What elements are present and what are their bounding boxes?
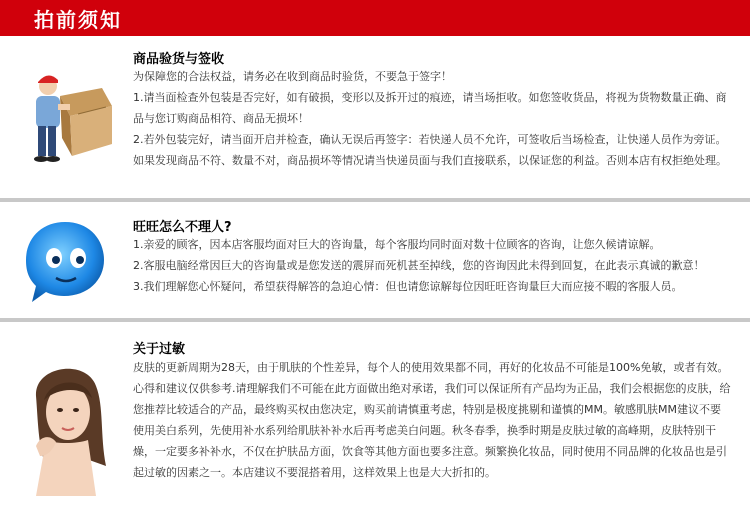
header-bar	[0, 0, 750, 36]
paragraph: 为保障您的合法权益，请务必在收到商品时验货，不要急于签字！	[133, 70, 452, 83]
section-title: 关于过敏	[133, 342, 186, 357]
paragraph: 2.若外包装完好，请当面开启并检查，确认无误后再签字：若快递人员不允许，可签收后当场检查，让快递人员作为旁证。如果发现商品不符、数量不对，商品损坏等情况请当快递员面与我们直接联系，以保证您的利益。否则本店有权拒绝处理。	[133, 133, 727, 167]
woman-portrait-icon	[16, 356, 114, 496]
section-allergy	[0, 326, 750, 529]
section-title: 商品验货与签收	[133, 52, 225, 67]
paragraph: 2.客服电脑经常因巨大的咨询量或是您发送的震屏而死机甚至掉线，您的咨询因此未得到回复，在此表示真诚的歉意！	[133, 259, 705, 272]
paragraph: 1.请当面检查外包装是否完好，如有破损，变形以及拆开过的痕迹，请当场拒收。如您签收货品，将视为货物数量正确、商品与您订购商品相符、商品无损坏！	[133, 91, 727, 125]
wangwang-chat-icon	[20, 214, 110, 308]
section-divider	[0, 318, 750, 322]
section-delivery	[0, 36, 750, 196]
section-text	[133, 66, 731, 171]
paragraph: 3.我们理解您心怀疑问，希望获得解答的急迫心情：但也请您谅解每位因旺旺咨询量巨大而应接不暇的客服人员。	[133, 280, 683, 293]
paragraph: 1.亲爱的顾客，因本店客服均面对巨大的咨询量，每个客服均同时面对数十位顾客的咨询，让您久候请谅解。	[133, 238, 661, 251]
section-text	[133, 357, 731, 483]
section-wangwang	[0, 206, 750, 318]
section-title: 旺旺怎么不理人?	[133, 220, 232, 235]
delivery-man-icon	[18, 66, 114, 166]
section-divider	[0, 198, 750, 202]
paragraph: 皮肤的更新周期为28天，由于肌肤的个性差异，每个人的使用效果都不同，再好的化妆品不可能是100%免敏，或者有效。心得和建议仅供参考.请理解我们不可能在此方面做出绝对承诺，我们可以保证所有产品均为正品，我们会根据您的皮肤，给您推荐比较适合的产品，最终购买权由您决定，购买前请慎重考虑，特别是极度挑剔和谨慎的MM。敏感肌肤MM建议不要使用美白系列，先使用补水系列给肌肤补补水后再考虑美白问题。秋冬春季，换季时期是皮肤过敏的高峰期，皮肤特别干燥，一定要多补补水，不仅在护肤品方面，饮食等其他方面也要多注意。频繁换化妆品，同时使用不同品牌的化妆品也是引起过敏的因素之一。本店建议不要混搭着用，这样效果上也是大大折扣的。	[133, 361, 731, 479]
page-title: 拍前须知	[34, 8, 122, 32]
section-text	[133, 234, 731, 297]
